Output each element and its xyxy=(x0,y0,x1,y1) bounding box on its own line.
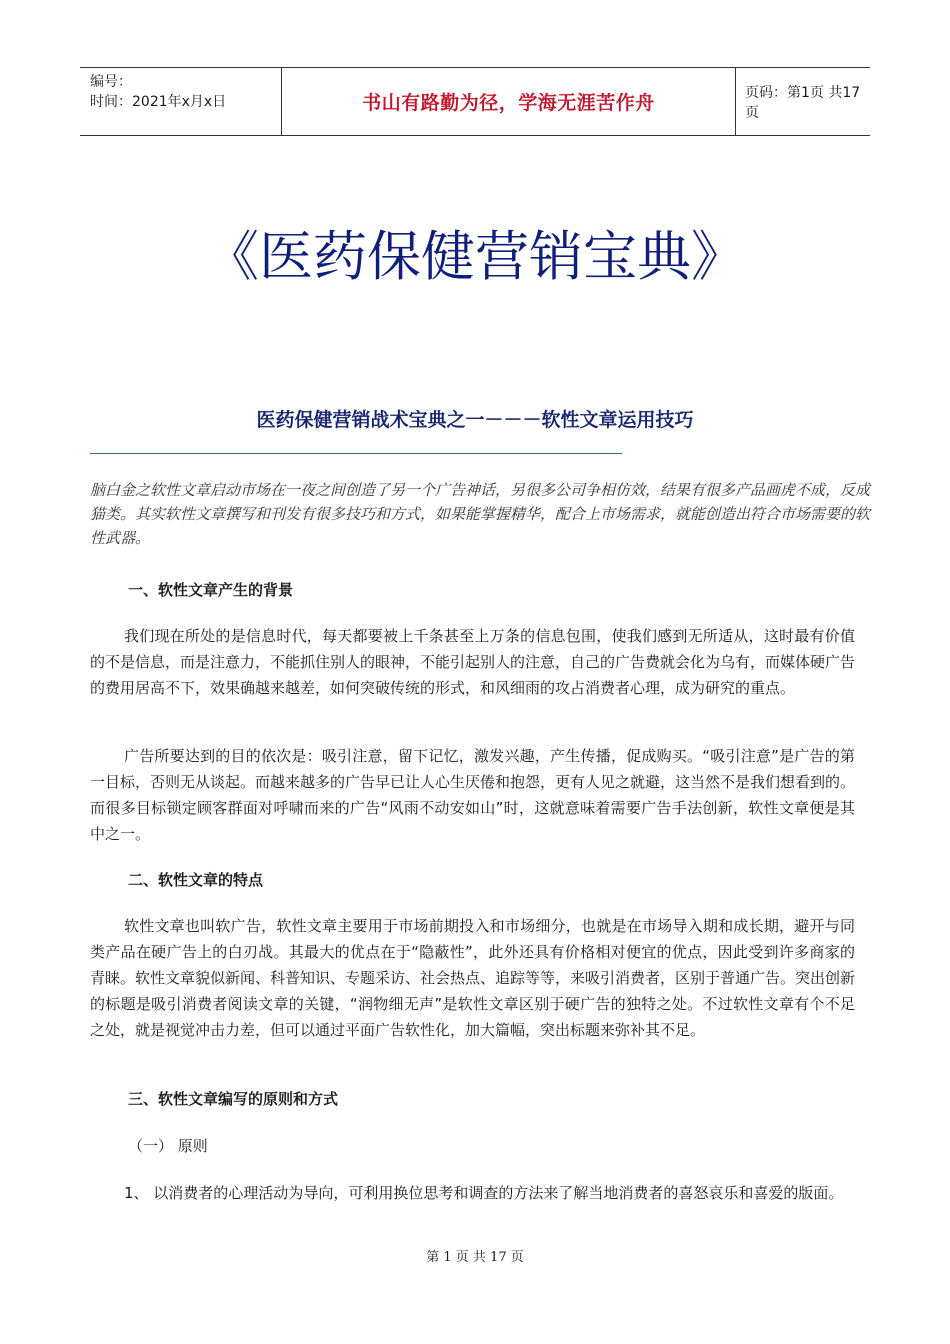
page-footer: 第 1 页 共 17 页 xyxy=(426,1250,524,1265)
header-table xyxy=(80,67,870,136)
paragraph-4: 1、 以消费者的心理活动为导向，可利用换位思考和调查的方法来了解当地消费者的喜怒哀乐和喜爱的版面。 xyxy=(124,1184,844,1202)
document-title: 《医药保健营销宝典》 xyxy=(205,225,745,288)
header-info xyxy=(80,68,281,135)
paragraph-1: 我们现在所处的是信息时代，每天都要被上千条甚至上万条的信息包围，使我们感到无所适从，这时最有价值的不是信息，而是注意力，不能抓住别人的眼神，不能引起别人的注意，自己的广告费就会化为乌有，而媒体硬广告的费用居高不下，效果确越来越差，如何突破传统的形式，和风细雨的攻占消费者心理，成为研究的重点。 xyxy=(90,627,856,697)
time-label: 时间：2021年x月x日 xyxy=(90,94,227,110)
number-label: 编号： xyxy=(90,74,132,90)
section-heading-3: 三、软性文章编写的原则和方式 xyxy=(128,1090,339,1108)
section-heading-1: 一、软性文章产生的背景 xyxy=(128,581,294,599)
header-page-code: 页码：第1页 共17页 xyxy=(745,84,861,121)
document-subtitle: 医药保健营销战术宝典之一－－－软性文章运用技巧 xyxy=(256,409,694,431)
header-motto: 书山有路勤为径，学海无涯苦作舟 xyxy=(281,68,736,135)
section-heading-2: 二、软性文章的特点 xyxy=(128,871,264,889)
subtitle-divider xyxy=(90,453,622,454)
subsection-heading: （一） 原则 xyxy=(128,1137,208,1155)
intro-paragraph: 脑白金之软性文章启动市场在一夜之间创造了另一个广告神话，另很多公司争相仿效，结果有很多产品画虎不成，反成猫类。其实软性文章撰写和刊发有很多技巧和方式，如果能掌握精华，配合上市场需求，就能创造出符合市场需要的软性武器。 xyxy=(90,481,871,547)
paragraph-2: 广告所要达到的目的依次是：吸引注意，留下记忆，激发兴趣，产生传播，促成购买。“吸引注意”是广告的第一目标，否则无从谈起。而越来越多的广告早已让人心生厌倦和抱怨，更有人见之就避，这当然不是我们想看到的。而很多目标锁定顾客群面对呼啸而来的广告“风雨不动安如山”时，这就意味着需要广告手法创新，软性文章便是其中之一。 xyxy=(90,747,856,843)
paragraph-3: 软性文章也叫软广告，软性文章主要用于市场前期投入和市场细分，也就是在市场导入期和成长期，避开与同类产品在硬广告上的白刃战。其最大的优点在于“隐蔽性”，此外还具有价格相对便宜的优点，因此受到许多商家的青睐。软性文章貌似新闻、科普知识、专题采访、社会热点、追踪等等，来吸引消费者，区别于普通广告。突出创新的标题是吸引消费者阅读文章的关键，“润物细无声”是软性文章区别于硬广告的独特之处。不过软性文章有个不足之处，就是视觉冲击力差，但可以通过平面广告软性化，加大篇幅，突出标题来弥补其不足。 xyxy=(90,917,856,1039)
